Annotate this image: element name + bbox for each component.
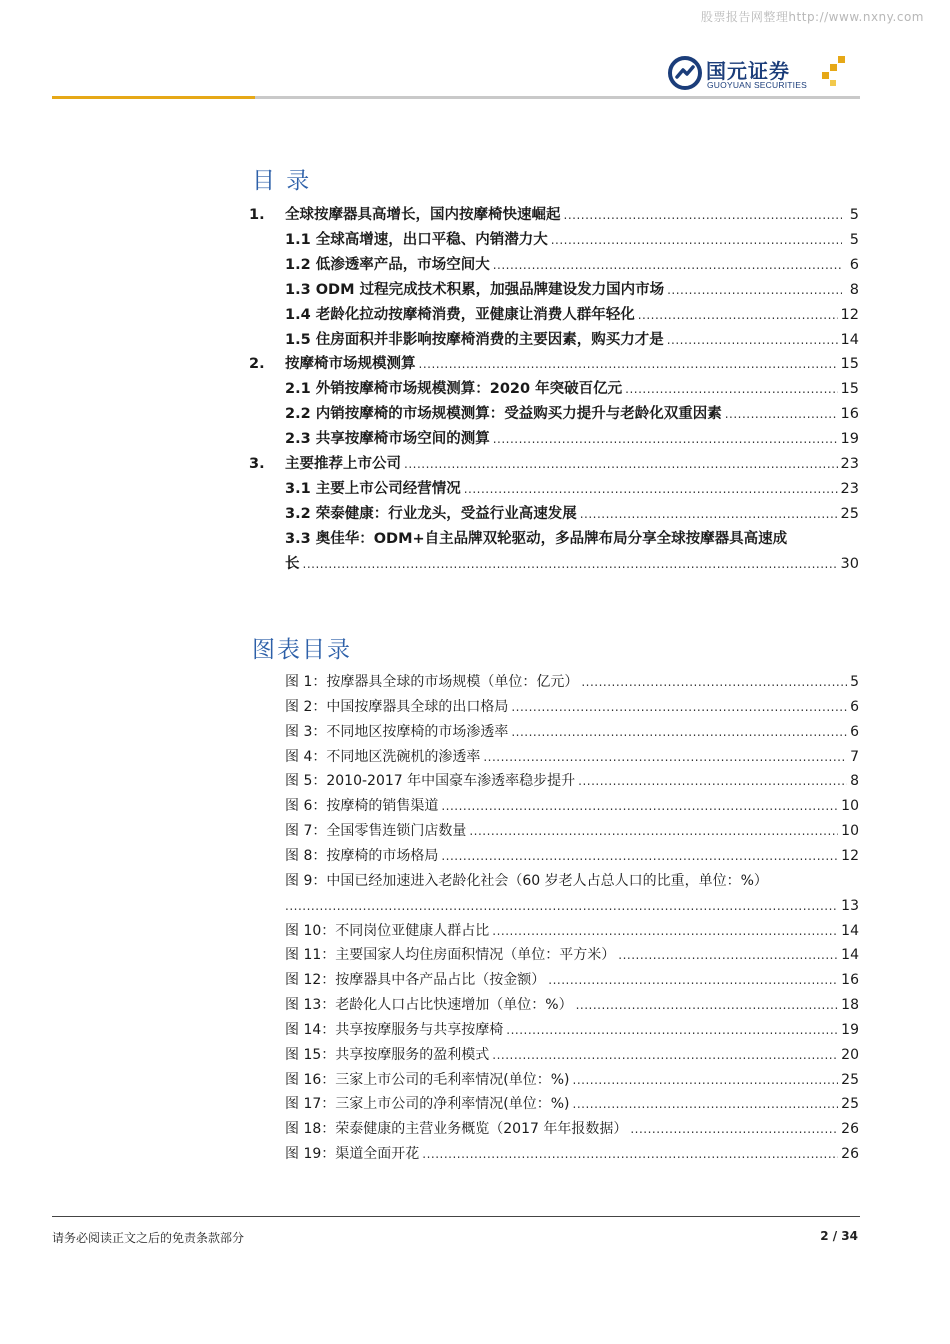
figure-entry[interactable] [285, 970, 859, 990]
toc-entry[interactable] [285, 255, 859, 275]
toc-entry[interactable] [285, 305, 859, 325]
dot-leader [551, 230, 842, 250]
dot-leader [625, 379, 837, 399]
toc-entry[interactable] [285, 479, 859, 499]
toc-entry[interactable] [285, 504, 859, 524]
toc-entry[interactable] [249, 205, 859, 225]
figure-entry-page: 16 [841, 972, 859, 989]
figure-entry[interactable] [285, 697, 859, 717]
figure-entry[interactable] [285, 1070, 859, 1090]
figure-entry-label: 图 1：按摩器具全球的市场规模（单位：亿元） [285, 674, 579, 690]
figure-entry-label: 图 11：主要国家人均住房面积情况（单位：平方米） [285, 947, 616, 964]
toc-entry-label: 长 [285, 555, 300, 572]
dot-leader [492, 921, 838, 941]
dot-leader [404, 454, 838, 474]
figure-entry-label: 图 2：中国按摩器具全球的出口格局 [285, 698, 509, 715]
toc-entry-number: 2. [249, 356, 265, 373]
toc-title: 目 录 [252, 168, 312, 194]
toc-entry-label: 1.2 低渗透率产品，市场空间大 [285, 256, 490, 273]
figure-entry[interactable] [285, 1020, 859, 1040]
figure-entry-label: 图 4：不同地区洗碗机的渗透率 [285, 748, 481, 765]
dot-leader [492, 1045, 838, 1065]
figure-entry-page: 14 [841, 922, 859, 939]
figure-entry-page: 26 [841, 1146, 859, 1163]
figure-entry[interactable] [285, 945, 859, 965]
figure-entry[interactable] [285, 722, 859, 742]
toc-entry-page: 5 [849, 231, 859, 248]
toc-entry-label: 全球按摩器具高增长，国内按摩椅快速崛起 [285, 207, 561, 223]
toc-entry-page: 16 [840, 406, 859, 423]
toc-entry-label: 2.2 内销按摩椅的市场规模测算：受益购买力提升与老龄化双重因素 [285, 406, 722, 423]
figure-entry-label: 图 14：共享按摩服务与共享按摩椅 [285, 1021, 504, 1038]
figure-entry-page: 13 [841, 897, 859, 914]
figure-entry-page: 19 [841, 1021, 859, 1038]
toc-entry-page: 5 [849, 207, 859, 223]
dot-leader [573, 1094, 839, 1114]
figure-entry[interactable] [285, 1094, 859, 1114]
figure-entry[interactable] [285, 747, 859, 767]
dot-leader [548, 970, 838, 990]
figure-entry-page: 25 [841, 1071, 859, 1088]
figure-entry-page: 12 [841, 847, 859, 864]
figure-entry-label: 图 16：三家上市公司的毛利率情况(单位：%) [285, 1071, 570, 1088]
figure-entry-page: 20 [841, 1046, 859, 1063]
footer-rule [52, 1216, 860, 1217]
toc-entry-number: 1. [249, 207, 265, 223]
logo-squares-icon [818, 54, 852, 88]
toc-entry-label: 2.1 外销按摩椅市场规模测算：2020 年突破百亿元 [285, 381, 623, 398]
figure-entry-page: 6 [850, 723, 859, 740]
figure-entry-page: 6 [850, 698, 859, 715]
dot-leader [419, 354, 838, 374]
figure-entry-label: 图 15：共享按摩服务的盈利模式 [285, 1046, 490, 1063]
dot-leader [506, 1020, 838, 1040]
toc-entry-label: 3.1 主要上市公司经营情况 [285, 480, 461, 497]
toc-entry[interactable] [285, 554, 859, 574]
toc-entry-label: 3.3 奥佳华：ODM+自主品牌双轮驱动，多品牌布局分享全球按摩器具高速成 [285, 530, 788, 547]
toc-entry-label: 3.2 荣泰健康：行业龙头，受益行业高速发展 [285, 505, 577, 522]
figure-entry[interactable] [285, 771, 859, 791]
dot-leader [441, 846, 838, 866]
figure-entry[interactable] [285, 846, 859, 866]
toc-entry[interactable] [285, 529, 859, 549]
toc-entry-label: 按摩椅市场规模测算 [285, 356, 416, 373]
dot-leader [464, 479, 838, 499]
toc-entry-label: 1.1 全球高增速，出口平稳、内销潜力大 [285, 231, 548, 248]
dot-leader [422, 1144, 838, 1164]
dot-leader [638, 305, 838, 325]
dot-leader [303, 554, 838, 574]
figures-title: 图表目录 [252, 637, 352, 663]
figure-entry-label: 图 12：按摩器具中各产品占比（按金额） [285, 972, 546, 989]
dot-leader [441, 796, 838, 816]
toc-entry-page: 8 [849, 281, 859, 298]
toc-entry-page: 23 [840, 456, 859, 472]
figure-entry[interactable] [285, 896, 859, 916]
dot-leader [576, 995, 839, 1015]
dot-leader [667, 280, 842, 300]
figure-entry-page: 5 [850, 674, 859, 690]
figure-entry[interactable] [285, 995, 859, 1015]
toc-entry-label: 1.4 老龄化拉动按摩椅消费，亚健康让消费人群年轻化 [285, 306, 635, 323]
figure-entry-label: 图 8：按摩椅的市场格局 [285, 847, 439, 864]
dot-leader [285, 896, 838, 916]
dot-leader [511, 697, 847, 717]
figure-entry-page: 7 [850, 748, 859, 765]
toc-entry-page: 19 [840, 431, 859, 448]
dot-leader [725, 404, 838, 424]
toc-entry-page: 23 [840, 480, 859, 497]
toc-entry[interactable] [249, 354, 859, 374]
dot-leader [581, 672, 847, 692]
dot-leader [573, 1070, 839, 1090]
toc-entry[interactable] [249, 454, 859, 474]
dot-leader [469, 821, 838, 841]
figure-entry[interactable] [285, 1119, 859, 1139]
figure-entry-page: 18 [841, 997, 859, 1014]
footer-disclaimer: 请务必阅读正文之后的免责条款部分 [52, 1231, 245, 1245]
toc-entry-page: 15 [840, 356, 859, 373]
dot-leader [511, 722, 847, 742]
figure-entry-label: 图 13：老龄化人口占比快速增加（单位：%） [285, 997, 573, 1014]
figure-entry-label: 图 5：2010-2017 年中国豪车渗透率稳步提升 [285, 773, 576, 790]
page-indicator: 2 / 34 [820, 1229, 858, 1243]
dot-leader [580, 504, 838, 524]
figure-entry-label: 图 17：三家上市公司的净利率情况(单位：%) [285, 1096, 570, 1113]
toc-entry-number: 3. [249, 456, 265, 472]
logo-text-cn: 国元证券 [706, 59, 790, 83]
toc-entry-label: 2.3 共享按摩椅市场空间的测算 [285, 431, 490, 448]
figure-entry[interactable] [285, 821, 859, 841]
figure-entry-page: 10 [841, 823, 859, 840]
dot-leader [630, 1119, 838, 1139]
watermark: 股票报告网整理http://www.nxny.com [700, 10, 924, 24]
figure-entry-label: 图 7：全国零售连锁门店数量 [285, 823, 467, 840]
logo-text-en: GUOYUAN SECURITIES [707, 80, 807, 90]
dot-leader [667, 330, 838, 350]
toc-entry-page: 25 [840, 505, 859, 522]
toc-entry-page: 12 [840, 306, 859, 323]
toc-entry-label: 1.3 ODM 过程完成技术积累，加强品牌建设发力国内市场 [285, 281, 665, 298]
figure-entry-page: 26 [841, 1121, 859, 1138]
toc-entry-label: 主要推荐上市公司 [285, 456, 401, 472]
toc-entry[interactable] [285, 379, 859, 399]
toc-entry[interactable] [285, 429, 859, 449]
figure-entry-label: 图 9：中国已经加速进入老龄化社会（60 岁老人占总人口的比重，单位：%） [285, 872, 768, 889]
toc-entry-page: 14 [840, 331, 859, 348]
figure-entry[interactable] [285, 796, 859, 816]
dot-leader [564, 205, 843, 225]
figure-entry-page: 8 [850, 773, 859, 790]
figure-entry[interactable] [285, 871, 859, 891]
figure-entry-page: 10 [841, 798, 859, 815]
figure-entry-page: 14 [841, 947, 859, 964]
figure-entry[interactable] [285, 1045, 859, 1065]
figure-entry-label: 图 3：不同地区按摩椅的市场渗透率 [285, 723, 509, 740]
figure-entry-page: 25 [841, 1096, 859, 1113]
figure-entry-label: 图 6：按摩椅的销售渠道 [285, 798, 439, 815]
brand-logo [668, 52, 858, 96]
dot-leader [618, 945, 838, 965]
toc-entry[interactable] [285, 404, 859, 424]
dot-leader [578, 771, 847, 791]
dot-leader [493, 255, 842, 275]
toc-entry[interactable] [285, 330, 859, 350]
figure-entry[interactable] [285, 672, 859, 692]
figure-entry-label: 图 19：渠道全面开花 [285, 1146, 420, 1163]
toc-entry-page: 6 [849, 256, 859, 273]
header-gray-rule [255, 96, 860, 99]
dot-leader [483, 747, 847, 767]
figure-entry[interactable] [285, 921, 859, 941]
logo-emblem-icon [668, 56, 702, 90]
toc-entry-label: 1.5 住房面积并非影响按摩椅消费的主要因素，购买力才是 [285, 331, 664, 348]
figure-entry[interactable] [285, 1144, 859, 1164]
figure-entry-label: 图 18：荣泰健康的主营业务概览（2017 年年报数据） [285, 1121, 628, 1138]
toc-entry-page: 15 [840, 381, 859, 398]
figure-entry-label: 图 10：不同岗位亚健康人群占比 [285, 922, 490, 939]
toc-entry[interactable] [285, 280, 859, 300]
toc-entry[interactable] [285, 230, 859, 250]
toc-entry-page: 30 [840, 555, 859, 572]
dot-leader [493, 429, 838, 449]
